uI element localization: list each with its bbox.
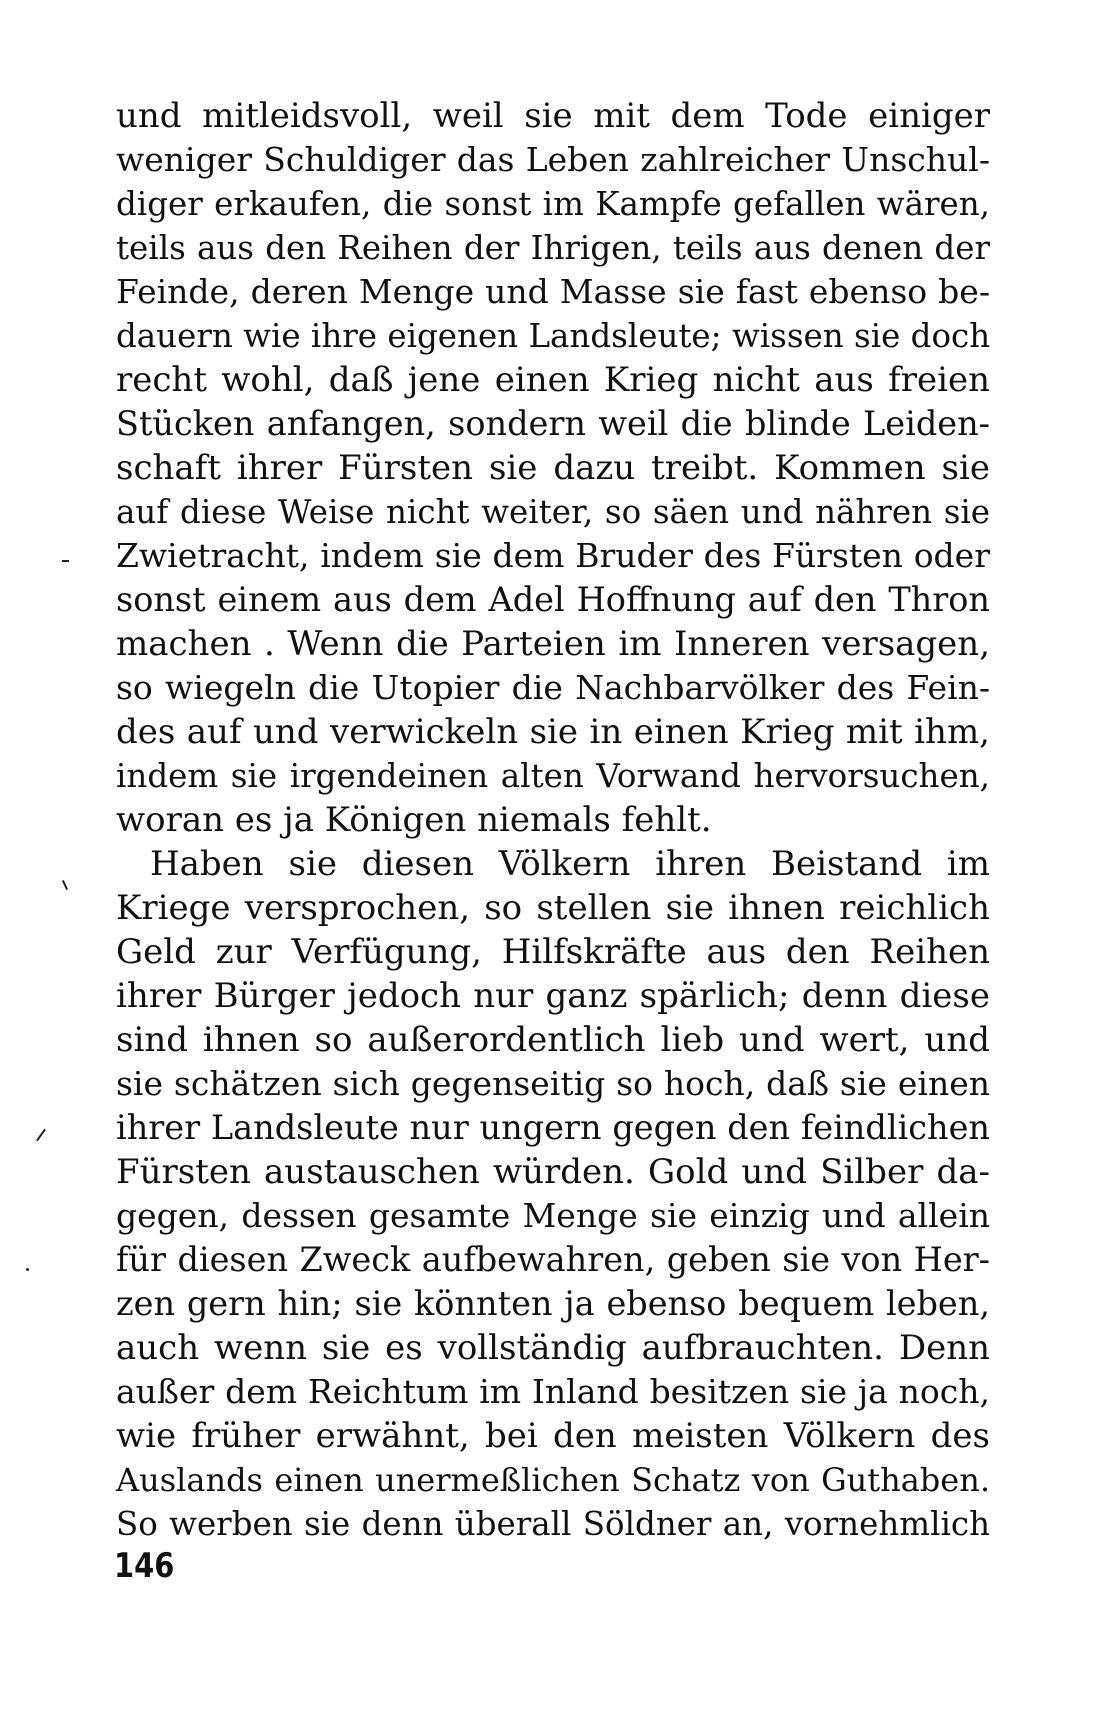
- text-line: Zwietracht, indem sie dem Bruder des Fürsten oder: [116, 536, 990, 575]
- text-line: auch wenn sie es vollständig aufbrauchten. Denn: [116, 1328, 990, 1368]
- text-line: machen . Wenn die Parteien im Inneren versagen,: [116, 624, 990, 664]
- text-line: Feinde, deren Menge und Masse sie fast ebenso be-: [116, 272, 990, 311]
- text-line-paragraph-end: woran es ja Königen niemals fehlt.: [116, 800, 712, 840]
- text-line: So werben sie denn überall Söldner an, vornehmlich: [116, 1505, 990, 1543]
- margin-speck: [62, 880, 68, 890]
- text-line: Fürsten austauschen würden. Gold und Silber da-: [116, 1152, 990, 1192]
- text-line: indem sie irgendeinen alten Vorwand hervorsuchen,: [116, 757, 990, 795]
- text-line: sie schätzen sich gegenseitig so hoch, daß sie einen: [116, 1064, 990, 1103]
- text-line: gegen, dessen gesamte Menge sie einzig und allein: [116, 1196, 990, 1235]
- text-line: schaft ihrer Fürsten sie dazu treibt. Kommen sie: [116, 448, 990, 488]
- text-line-paragraph-start: Haben sie diesen Völkern ihren Beistand im: [150, 844, 990, 884]
- text-line: wie früher erwähnt, bei den meisten Völkern des: [116, 1416, 990, 1456]
- margin-speck: [36, 1129, 46, 1142]
- text-line: so wiegeln die Utopier die Nachbarvölker des Fein-: [116, 668, 990, 707]
- text-line: Auslands einen unermeßlichen Schatz von Guthaben.: [116, 1461, 990, 1499]
- text-line: Kriege versprochen, so stellen sie ihnen reichlich: [116, 888, 990, 928]
- text-line: weniger Schuldiger das Leben zahlreicher Unschul-: [116, 140, 990, 179]
- text-line: für diesen Zweck aufbewahren, geben sie von Her-: [116, 1240, 990, 1279]
- body-text: [116, 94, 990, 1546]
- text-line: außer dem Reichtum im Inland besitzen sie ja noch,: [116, 1372, 990, 1411]
- text-line: ihrer Landsleute nur ungern gegen den feindlichen: [116, 1108, 990, 1147]
- text-line: dauern wie ihre eigenen Landsleute; wissen sie doch: [116, 317, 991, 355]
- text-line: sind ihnen so außerordentlich lieb und wert, und: [116, 1020, 990, 1060]
- text-line: teils aus den Reihen der Ihrigen, teils aus denen der: [116, 229, 990, 267]
- text-line: auf diese Weise nicht weiter, so säen und nähren sie: [116, 493, 990, 531]
- text-line: sonst einem aus dem Adel Hoffnung auf den Thron: [116, 580, 990, 619]
- margin-speck: [62, 560, 69, 562]
- text-line: diger erkaufen, die sonst im Kampfe gefallen wären,: [116, 185, 990, 223]
- page-number: 146: [114, 1546, 175, 1586]
- margin-speck: [26, 1268, 29, 1271]
- text-line: des auf und verwickeln sie in einen Krieg mit ihm,: [116, 712, 990, 752]
- text-line: recht wohl, daß jene einen Krieg nicht aus freien: [116, 360, 990, 400]
- text-line: Stücken anfangen, sondern weil die blinde Leiden-: [116, 404, 990, 443]
- text-line: zen gern hin; sie könnten ja ebenso bequem leben,: [116, 1284, 990, 1323]
- text-line: Geld zur Verfügung, Hilfskräfte aus den Reihen: [116, 932, 990, 972]
- text-line: ihrer Bürger jedoch nur ganz spärlich; denn diese: [116, 976, 990, 1016]
- text-line: und mitleidsvoll, weil sie mit dem Tode einiger: [116, 96, 990, 136]
